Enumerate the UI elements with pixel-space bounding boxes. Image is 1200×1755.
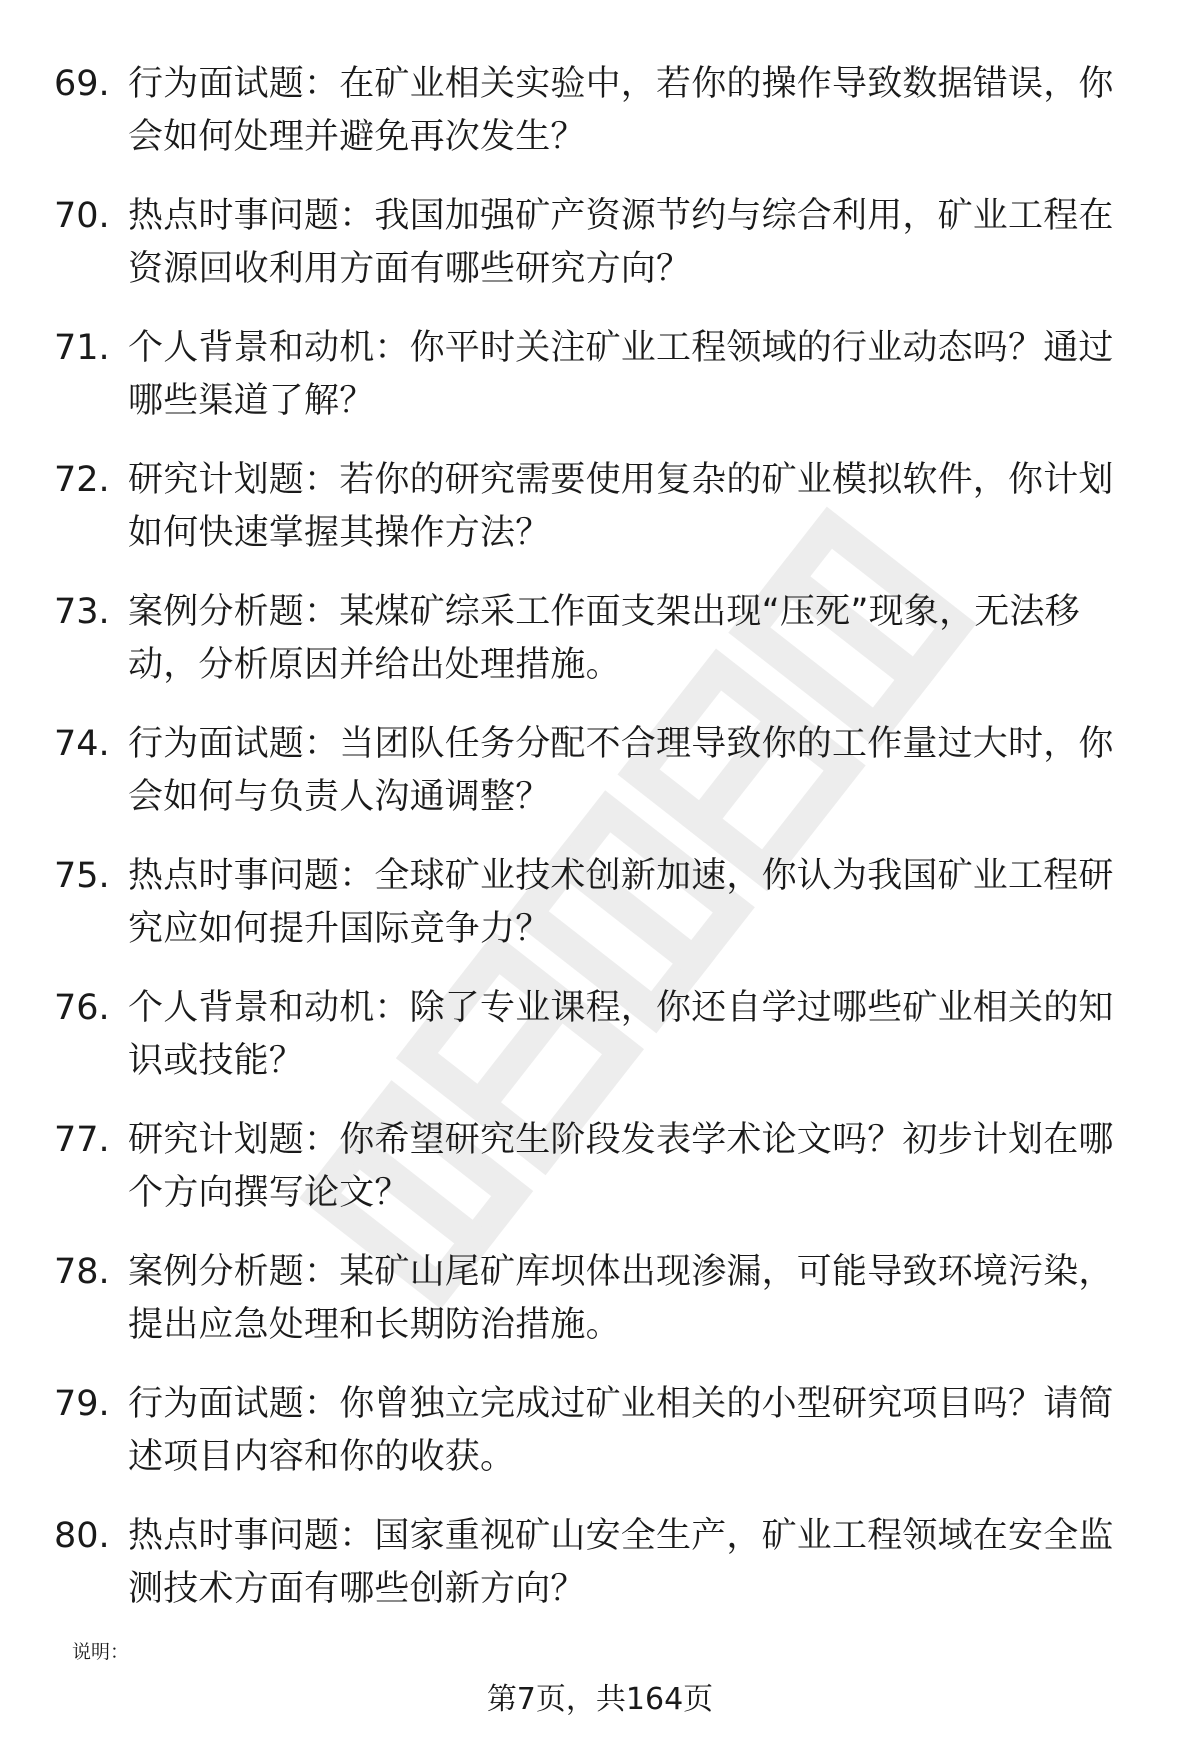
question-text: 行为面试题：你曾独立完成过矿业相关的小型研究项目吗？请简述项目内容和你的收获。 (128, 1384, 1114, 1477)
question-number: 73. (54, 592, 110, 632)
question-text: 行为面试题：当团队任务分配不合理导致你的工作量过大时，你会如何与负责人沟通调整？ (128, 724, 1114, 817)
question-number: 75. (54, 856, 110, 896)
question-text: 研究计划题：若你的研究需要使用复杂的矿业模拟软件，你计划如何快速掌握其操作方法？ (128, 460, 1114, 553)
question-number: 76. (54, 988, 110, 1028)
question-text: 热点时事问题：我国加强矿产资源节约与综合利用，矿业工程在资源回收利用方面有哪些研究方向？ (128, 196, 1114, 289)
question-number: 79. (54, 1384, 110, 1424)
list-item (0, 1510, 1200, 1642)
list-item (0, 58, 1200, 190)
question-number: 77. (54, 1120, 110, 1160)
list-item (0, 454, 1200, 586)
page-number: 第7页，共164页 (486, 1682, 714, 1717)
question-text: 热点时事问题：全球矿业技术创新加速，你认为我国矿业工程研究应如何提升国际竞争力？ (128, 856, 1114, 949)
question-number: 71. (54, 328, 110, 368)
question-text: 个人背景和动机：除了专业课程，你还自学过哪些矿业相关的知识或技能？ (128, 988, 1114, 1081)
list-item (0, 322, 1200, 454)
question-text: 案例分析题：某煤矿综采工作面支架出现“压死”现象，无法移动，分析原因并给出处理措施。 (128, 592, 1080, 685)
list-item (0, 1114, 1200, 1246)
list-item (0, 190, 1200, 322)
question-number: 70. (54, 196, 110, 236)
question-text: 个人背景和动机：你平时关注矿业工程领域的行业动态吗？通过哪些渠道了解？ (128, 328, 1114, 421)
question-text: 案例分析题：某矿山尾矿库坝体出现渗漏，可能导致环境污染，提出应急处理和长期防治措施。 (128, 1252, 1114, 1345)
question-number: 80. (54, 1516, 110, 1556)
list-item (0, 982, 1200, 1114)
question-number: 72. (54, 460, 110, 500)
question-text: 热点时事问题：国家重视矿山安全生产，矿业工程领域在安全监测技术方面有哪些创新方向？ (128, 1516, 1114, 1609)
question-number: 74. (54, 724, 110, 764)
list-item (0, 586, 1200, 718)
list-item (0, 850, 1200, 982)
question-number: 78. (54, 1252, 110, 1292)
list-item (0, 1246, 1200, 1378)
question-text: 研究计划题：你希望研究生阶段发表学术论文吗？初步计划在哪个方向撰写论文？ (128, 1120, 1114, 1213)
question-list (0, 58, 1200, 1642)
note-label: 说明： (72, 1641, 130, 1663)
list-item (0, 1378, 1200, 1510)
list-item (0, 718, 1200, 850)
question-text: 行为面试题：在矿业相关实验中，若你的操作导致数据错误，你会如何处理并避免再次发生？ (128, 64, 1114, 157)
question-number: 69. (54, 64, 110, 104)
